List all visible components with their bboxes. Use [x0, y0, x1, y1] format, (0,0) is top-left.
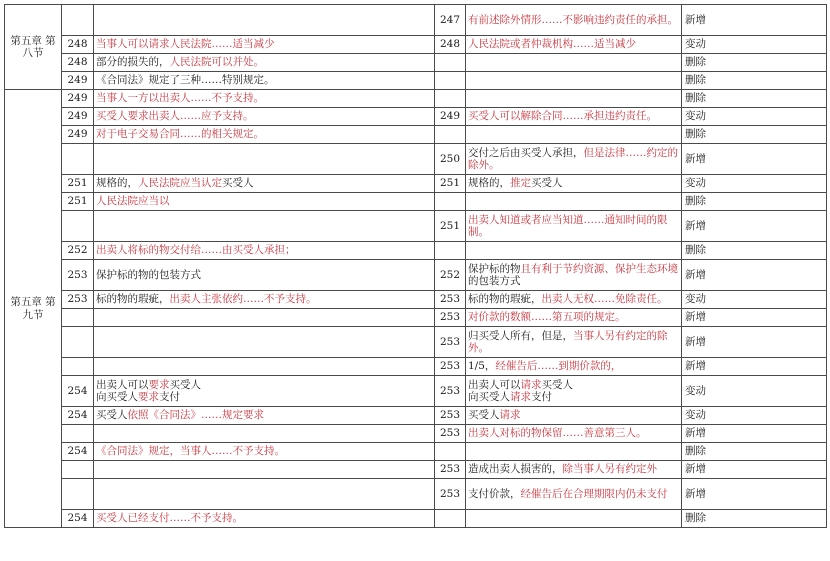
plain-text: 向买受人 [468, 391, 510, 403]
change-type: 新增 [682, 327, 827, 358]
plain-text: 出卖人可以 [468, 378, 521, 391]
table-row [5, 54, 827, 72]
plain-text: 《合同法》规定了三种……特别规定。 [96, 74, 275, 87]
old-page-number: 249 [62, 108, 94, 126]
old-page-number: 249 [62, 72, 94, 90]
table-row [5, 461, 827, 479]
plain-text: 出卖人可以 [96, 378, 149, 391]
table-row [5, 144, 827, 175]
plain-text: 支付 [531, 391, 552, 403]
old-page-number: 254 [62, 510, 94, 528]
table-row [5, 443, 827, 461]
table-row [5, 175, 827, 193]
new-content [466, 376, 682, 407]
new-content [466, 5, 682, 36]
table-row [5, 510, 827, 528]
old-content [94, 443, 435, 461]
plain-text: 向买受人 [96, 391, 138, 403]
new-page-number [435, 90, 466, 108]
old-content [94, 211, 435, 242]
plain-text: 归买受人所有，但是， [468, 329, 573, 342]
plain-text: 保护标的物 [468, 262, 521, 275]
old-page-number: 249 [62, 126, 94, 144]
old-content [94, 376, 435, 407]
old-page-number [62, 309, 94, 327]
old-page-number [62, 211, 94, 242]
old-content [94, 510, 435, 528]
new-page-number: 248 [435, 36, 466, 54]
new-content [466, 510, 682, 528]
old-page-number [62, 479, 94, 510]
change-type: 删除 [682, 90, 827, 108]
old-page-number: 248 [62, 54, 94, 72]
old-content [94, 72, 435, 90]
old-page-number: 253 [62, 291, 94, 309]
highlighted-text: 请求 [499, 409, 521, 422]
highlighted-text: 出卖人主张依约……不予支持。 [169, 293, 317, 306]
table-body [5, 5, 827, 528]
highlighted-text: 出卖人无权……免除责任。 [541, 293, 668, 306]
highlighted-text: 当事人一方以出卖人……不予支持。 [96, 92, 264, 105]
table-row [5, 291, 827, 309]
plain-text: 部分的损失的， [96, 56, 170, 69]
old-content [94, 108, 435, 126]
old-content [94, 407, 435, 425]
new-page-number: 253 [435, 309, 466, 327]
change-type: 新增 [682, 211, 827, 242]
change-type: 新增 [682, 461, 827, 479]
old-page-number [62, 461, 94, 479]
table-row [5, 407, 827, 425]
change-type: 变动 [682, 175, 827, 193]
new-content [466, 144, 682, 175]
table-row [5, 327, 827, 358]
highlighted-text: 出卖人对标的物保留……善意第三人。 [468, 427, 647, 440]
new-page-number: 249 [435, 108, 466, 126]
new-page-number: 253 [435, 327, 466, 358]
old-content [94, 36, 435, 54]
highlighted-text: 推定 [510, 177, 531, 190]
old-content [94, 260, 435, 291]
plain-text: 买受人 [222, 177, 254, 190]
change-type: 删除 [682, 72, 827, 90]
comparison-table [4, 4, 827, 528]
plain-text: 标的物的瑕疵， [96, 293, 170, 306]
plain-text: 交付之后由买受人承担， [468, 146, 584, 159]
new-content [466, 407, 682, 425]
new-content [466, 479, 682, 510]
new-content [466, 425, 682, 443]
plain-text: 规格的， [96, 177, 138, 190]
change-type: 删除 [682, 443, 827, 461]
new-content [466, 291, 682, 309]
new-content [466, 36, 682, 54]
change-type: 删除 [682, 510, 827, 528]
section-label: 第五章 第九节 [5, 90, 62, 528]
new-page-number [435, 443, 466, 461]
old-content [94, 54, 435, 72]
old-page-number: 254 [62, 407, 94, 425]
highlighted-text: 要求 [138, 391, 159, 403]
plain-text: 保护标的物的包装方式 [96, 268, 201, 281]
new-content [466, 72, 682, 90]
highlighted-text: 人民法院或者仲裁机构……适当减少 [468, 38, 636, 51]
new-page-number: 253 [435, 376, 466, 407]
plain-text: 买受人 [96, 409, 128, 422]
new-content [466, 309, 682, 327]
highlighted-text: 除当事人另有约定外 [562, 463, 657, 476]
change-type: 新增 [682, 358, 827, 376]
new-page-number: 252 [435, 260, 466, 291]
table-row [5, 425, 827, 443]
new-page-number: 250 [435, 144, 466, 175]
change-type: 变动 [682, 36, 827, 54]
change-type: 删除 [682, 126, 827, 144]
old-content [94, 461, 435, 479]
change-type: 变动 [682, 291, 827, 309]
table-row [5, 5, 827, 36]
old-content [94, 479, 435, 510]
old-content [94, 193, 435, 211]
highlighted-text: 依照《合同法》……规定要求 [127, 409, 264, 422]
table-row [5, 108, 827, 126]
change-type: 新增 [682, 309, 827, 327]
change-type: 变动 [682, 376, 827, 407]
change-type: 新增 [682, 479, 827, 510]
change-type: 删除 [682, 242, 827, 260]
new-page-number [435, 126, 466, 144]
table-row [5, 72, 827, 90]
plain-text: 造成出卖人损害的， [468, 463, 563, 476]
table-row [5, 260, 827, 291]
table-row [5, 126, 827, 144]
change-type: 删除 [682, 54, 827, 72]
highlighted-text: 当事人可以请求人民法院……适当减少 [96, 38, 275, 51]
change-type: 新增 [682, 425, 827, 443]
plain-text: 的包装方式 [468, 275, 521, 287]
table-row [5, 211, 827, 242]
highlighted-text: 出卖人知道或者应当知道……通知时间的限制。 [468, 213, 668, 238]
highlighted-text: 对于电子交易合同……的相关规定。 [96, 128, 264, 141]
highlighted-text: 出卖人将标的物交付给……由买受人承担； [96, 244, 296, 257]
old-page-number [62, 358, 94, 376]
table-row [5, 90, 827, 108]
table-row [5, 309, 827, 327]
plain-text: 买受人 [468, 409, 500, 422]
change-type: 变动 [682, 407, 827, 425]
new-page-number: 253 [435, 461, 466, 479]
new-page-number: 253 [435, 407, 466, 425]
table-row [5, 242, 827, 260]
old-content [94, 242, 435, 260]
new-content [466, 358, 682, 376]
table-row [5, 479, 827, 510]
old-content [94, 291, 435, 309]
highlighted-text: 当事人另有约定的除外。 [468, 329, 668, 354]
new-content [466, 242, 682, 260]
new-content [466, 175, 682, 193]
old-content [94, 5, 435, 36]
new-page-number [435, 72, 466, 90]
section-label: 第五章 第八节 [5, 5, 62, 90]
highlighted-text: 对价款的数额……第五项的规定。 [468, 311, 626, 324]
new-page-number: 251 [435, 175, 466, 193]
old-page-number: 252 [62, 242, 94, 260]
new-content [466, 327, 682, 358]
new-content [466, 461, 682, 479]
plain-text: 买受人 [531, 177, 563, 190]
old-content [94, 144, 435, 175]
old-content [94, 309, 435, 327]
new-page-number: 253 [435, 358, 466, 376]
change-type: 删除 [682, 193, 827, 211]
old-content [94, 126, 435, 144]
new-page-number: 253 [435, 479, 466, 510]
new-page-number [435, 242, 466, 260]
change-type: 新增 [682, 144, 827, 175]
highlighted-text: 人民法院应当认定 [138, 177, 222, 190]
old-content [94, 425, 435, 443]
highlighted-text: 请求 [510, 391, 531, 403]
new-content [466, 211, 682, 242]
new-page-number [435, 510, 466, 528]
old-content [94, 358, 435, 376]
new-content [466, 126, 682, 144]
new-page-number: 253 [435, 425, 466, 443]
old-page-number [62, 327, 94, 358]
highlighted-text: 买受人要求出卖人……应予支持。 [96, 110, 254, 123]
new-page-number [435, 193, 466, 211]
old-page-number: 253 [62, 260, 94, 291]
comparison-sheet [4, 4, 826, 544]
plain-text: 1/5， [468, 360, 496, 373]
new-content [466, 443, 682, 461]
new-page-number: 253 [435, 291, 466, 309]
new-content [466, 108, 682, 126]
highlighted-text: 请求 [520, 378, 542, 391]
highlighted-text: 要求 [148, 378, 170, 391]
old-page-number: 251 [62, 175, 94, 193]
table-row [5, 376, 827, 407]
old-page-number [62, 425, 94, 443]
change-type: 新增 [682, 5, 827, 36]
change-type: 变动 [682, 108, 827, 126]
plain-text: 买受人 [541, 378, 573, 391]
old-page-number [62, 144, 94, 175]
table-row [5, 36, 827, 54]
old-page-number: 251 [62, 193, 94, 211]
highlighted-text: 买受人已经支付……不予支持。 [96, 512, 243, 525]
plain-text: 标的物的瑕疵， [468, 293, 542, 306]
change-type: 新增 [682, 260, 827, 291]
new-content [466, 260, 682, 291]
new-page-number [435, 54, 466, 72]
plain-text: 规格的， [468, 177, 510, 190]
plain-text: 买受人 [169, 378, 201, 391]
new-page-number: 251 [435, 211, 466, 242]
old-content [94, 327, 435, 358]
old-page-number: 254 [62, 443, 94, 461]
new-page-number: 247 [435, 5, 466, 36]
highlighted-text: 买受人可以解除合同……承担违约责任。 [468, 110, 657, 123]
old-content [94, 175, 435, 193]
plain-text: 支付价款， [468, 487, 521, 500]
highlighted-text: 经催告后在合理期限内仍未支付 [520, 487, 668, 500]
new-content [466, 54, 682, 72]
highlighted-text: 且有利于节约资源、保护生态环境 [520, 262, 678, 275]
old-page-number: 248 [62, 36, 94, 54]
old-page-number [62, 5, 94, 36]
old-page-number: 249 [62, 90, 94, 108]
old-content [94, 90, 435, 108]
highlighted-text: 人民法院应当以 [96, 195, 170, 208]
new-content [466, 193, 682, 211]
highlighted-text: 经催告后……到期价款的， [495, 360, 622, 373]
highlighted-text: 人民法院可以并处。 [169, 56, 264, 69]
plain-text: 支付 [159, 391, 180, 403]
highlighted-text: 但是法律……约定的除外。 [468, 146, 678, 171]
new-content [466, 90, 682, 108]
table-row [5, 193, 827, 211]
table-row [5, 358, 827, 376]
old-page-number: 254 [62, 376, 94, 407]
highlighted-text: 有前述除外情形……不影响违约责任的承担。 [468, 13, 678, 26]
highlighted-text: 《合同法》规定，当事人……不予支持。 [96, 445, 285, 458]
